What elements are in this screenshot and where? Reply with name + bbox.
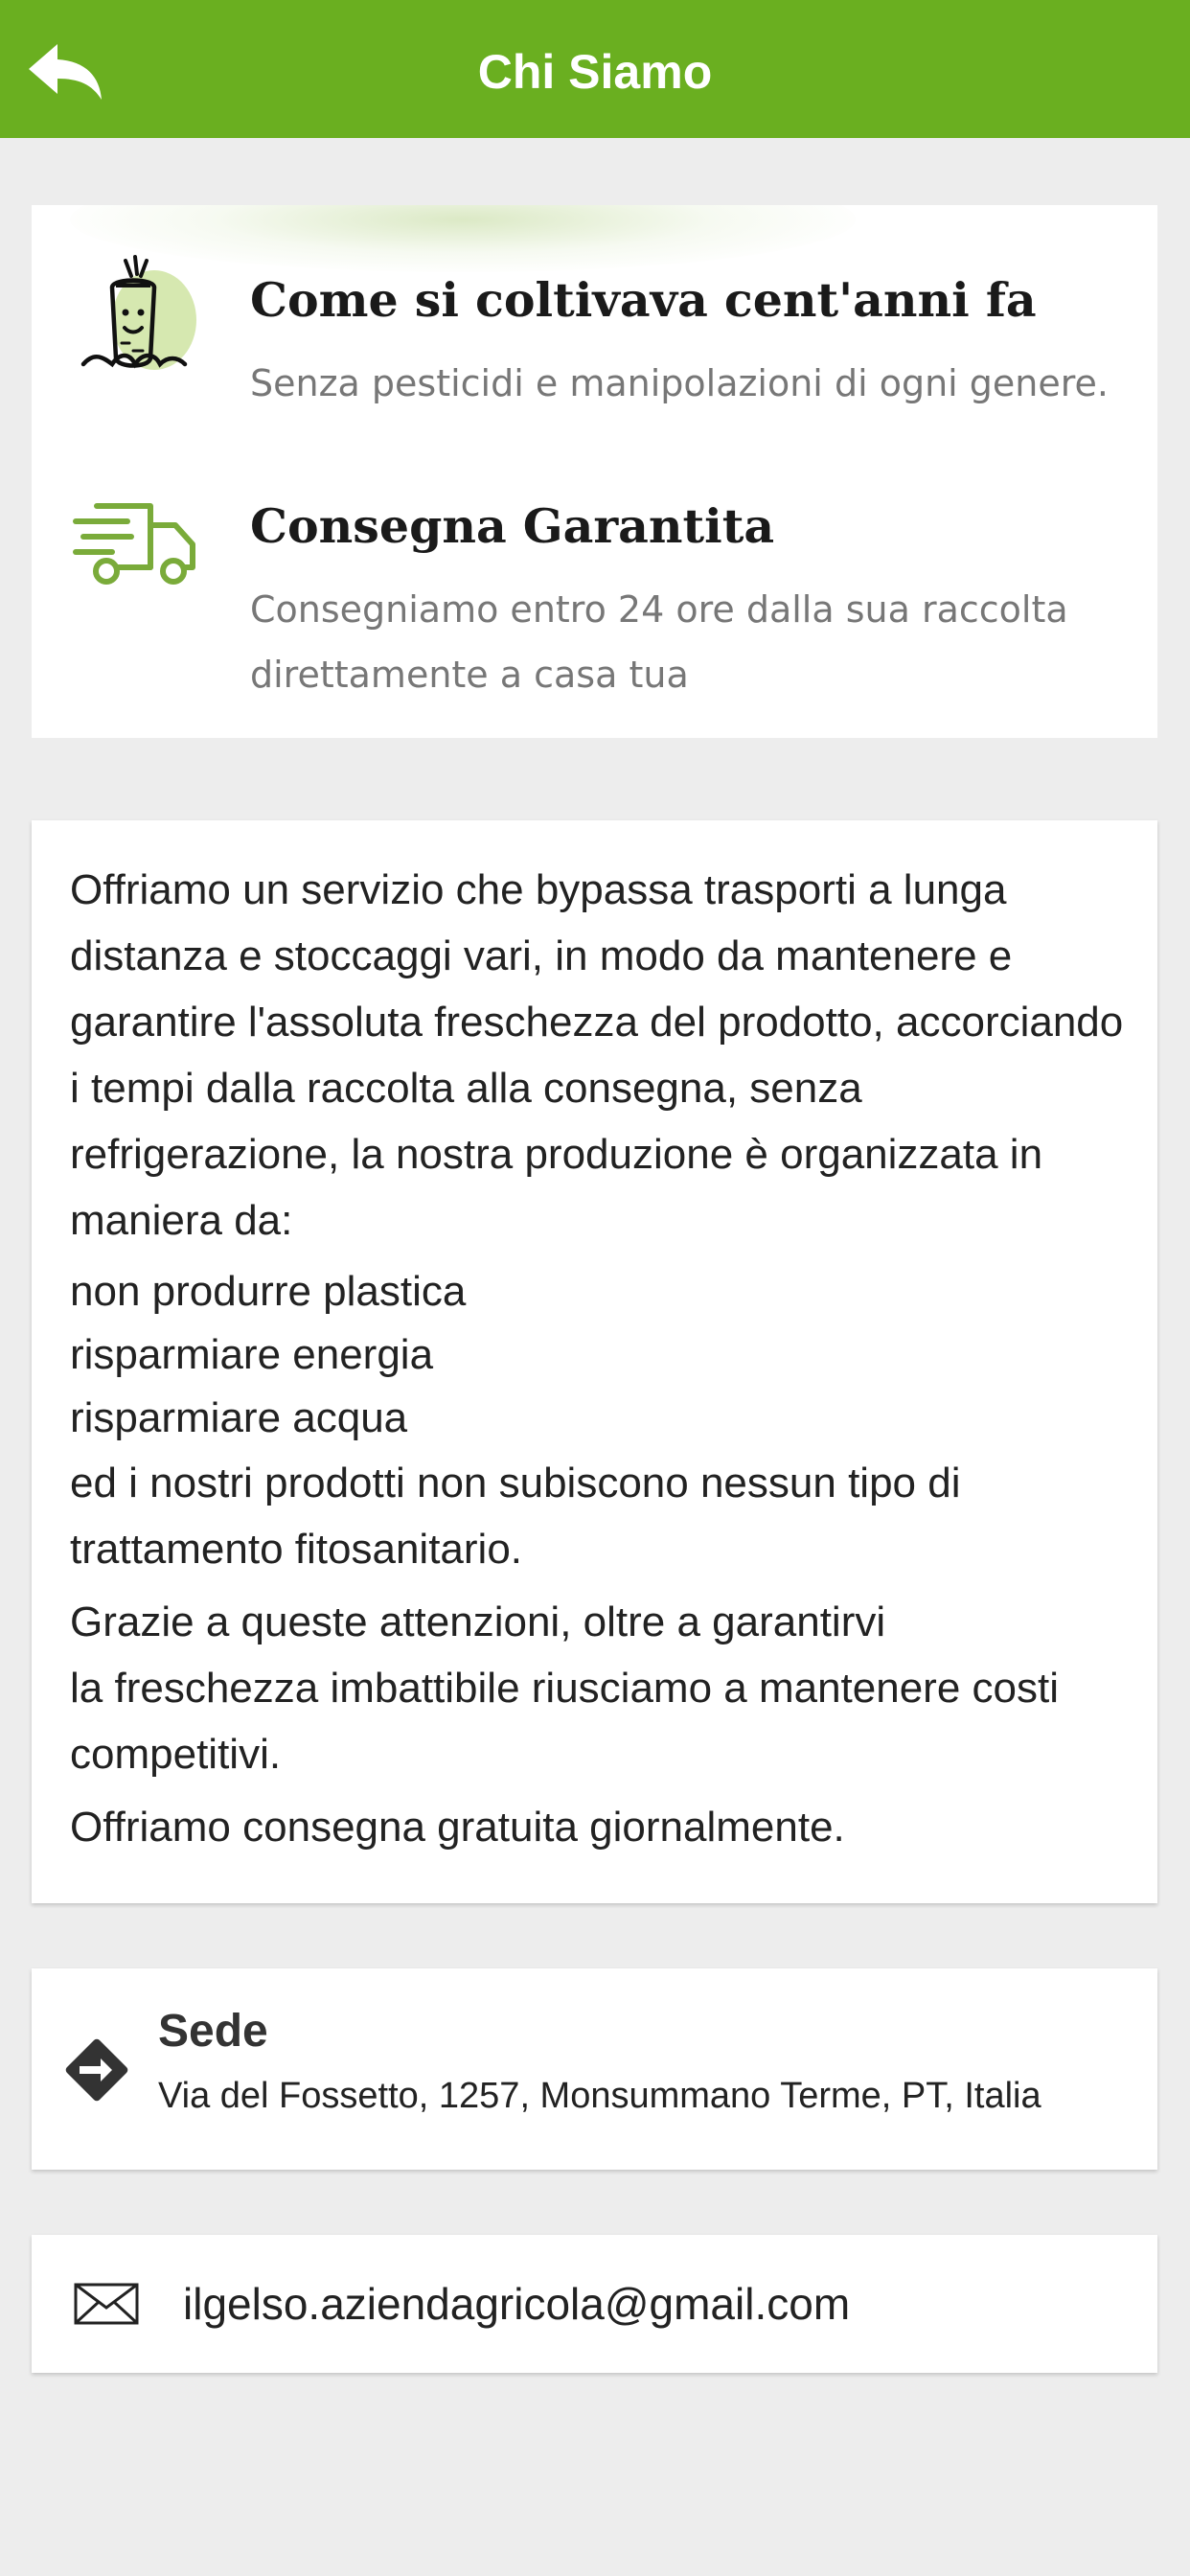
email-card[interactable] [32, 2235, 1157, 2373]
about-paragraph-line: la freschezza imbattibile riusciamo a mantenere costi competitivi. [70, 1665, 1060, 1778]
page-title: Chi Siamo [477, 45, 713, 99]
feature-description: Consegniamo entro 24 ore dalla sua raccolta direttamente a casa tua [250, 588, 1068, 696]
list-item: risparmiare energia [70, 1331, 434, 1378]
header-bar [0, 0, 1190, 138]
email-link[interactable]: ilgelso.aziendagricola@gmail.com [183, 2279, 851, 2329]
feature-title: Consegna Garantita [250, 498, 775, 554]
list-item: risparmiare acqua [70, 1394, 408, 1441]
about-text [70, 857, 1133, 1867]
directions-icon [58, 2032, 135, 2108]
about-paragraph: Offriamo un servizio che bypassa trasporti a lunga distanza e stoccaggi vari, in modo da mantenere e garantire l'assoluta freschezza del prodotto, accorciando i tempi dalla raccolta alla consegna, senza refrigerazione, la nostra produzione è organizzata in maniera da: [70, 866, 1124, 1244]
list-item: ed i nostri prodotti non subiscono nessun tipo di trattamento fitosanitario. [70, 1460, 961, 1573]
list-item: non produrre plastica [70, 1268, 467, 1315]
about-card [32, 820, 1157, 1903]
feature-description: Senza pesticidi e manipolazioni di ogni genere. [250, 362, 1110, 404]
sede-address: Via del Fossetto, 1257, Monsummano Terme, PT, Italia [158, 2076, 1041, 2116]
sede-title: Sede [158, 2006, 268, 2057]
sede-card[interactable] [32, 1968, 1157, 2170]
about-paragraph: Offriamo consegna gratuita giornalmente. [70, 1804, 845, 1851]
carrot-icon [70, 251, 199, 380]
feature-title: Come si coltivava cent'anni fa [250, 272, 1037, 328]
about-paragraph-line: Grazie a queste attenzioni, oltre a garantirvi [70, 1598, 886, 1645]
delivery-truck-icon [70, 481, 199, 610]
features-card [32, 205, 1157, 738]
mail-icon [74, 2283, 139, 2325]
